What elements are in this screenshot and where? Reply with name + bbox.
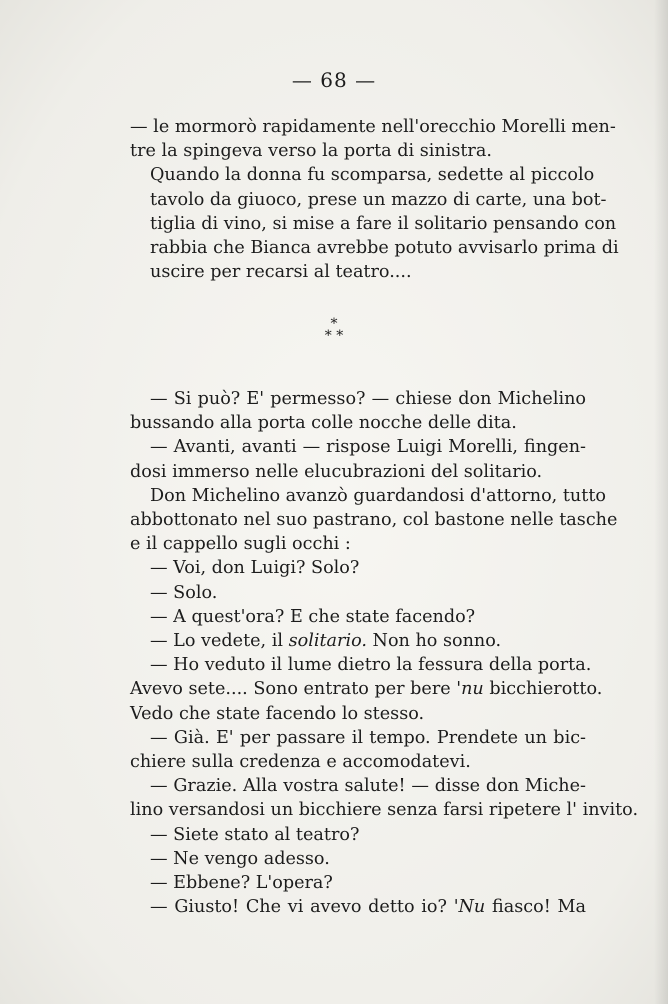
italic-word: solitario. (288, 631, 367, 652)
text-line: — Voi, don Luigi? Solo? (150, 558, 360, 579)
text-line: — Si può? E' permesso? — chiese don Michelino (150, 389, 586, 409)
text-line: — A quest'ora? E che state facendo? (150, 606, 476, 627)
paragraph (130, 726, 586, 774)
text-line: tavolo da giuoco, prese un mazzo di carte, una bot- (150, 189, 607, 210)
text-line: rabbia che Bianca avrebbe potuto avvisarlo prima di (150, 238, 619, 259)
bottom-text-block (130, 387, 639, 919)
text-line: — Già. E' per passare il tempo. Prendete un bic- (150, 727, 586, 748)
asterisk-top: * (330, 316, 338, 332)
text-line: — Grazie. Alla vostra salute! — disse don Miche- (150, 776, 586, 797)
paragraph (130, 484, 618, 557)
text-segment: bicchierotto. (483, 679, 603, 700)
paragraph (130, 871, 586, 895)
text-segment: Non ho sonno. (366, 631, 502, 652)
paragraph (130, 581, 586, 605)
text-line: e il cappello sugli occhi : (130, 534, 351, 555)
paragraph (130, 435, 586, 483)
text-line: — Siete stato al teatro? (150, 824, 360, 845)
text-line: — Ne vengo adesso. (150, 848, 330, 869)
paragraph (130, 895, 586, 919)
paragraph (130, 653, 603, 726)
section-break-asterisks (0, 318, 668, 342)
page-edge-shadow (654, 0, 668, 1004)
paragraph (130, 629, 586, 653)
text-line: — le mormorò rapidamente nell'orecchio Morelli men- (130, 117, 616, 137)
text-line: uscire per recarsi al teatro.... (150, 262, 412, 283)
top-text-block (130, 115, 619, 284)
paragraph (130, 847, 586, 871)
text-line (130, 629, 586, 653)
text-line: — Ebbene? L'opera? (150, 873, 333, 894)
text-line: Don Michelino avanzò guardandosi d'attorno, tutto (150, 485, 606, 506)
paragraph (130, 556, 586, 580)
text-line: abbottonato nel suo pastrano, col bastone nelle tasche (130, 510, 618, 531)
text-segment: fiasco! Ma (485, 897, 587, 918)
text-line: — Solo. (150, 582, 218, 603)
paragraph (130, 605, 586, 629)
text-line: tre la spingeva verso la porta di sinistra. (130, 141, 492, 162)
italic-word: 'nu (456, 679, 484, 700)
text-line: chiere sulla credenza e accomodatevi. (130, 752, 471, 773)
text-line: — Avanti, avanti — rispose Luigi Morelli, fingen- (150, 437, 586, 458)
asterisk-bottom: * * (324, 328, 344, 344)
paragraph (130, 115, 616, 163)
text-line: Quando la donna fu scomparsa, sedette al piccolo (150, 165, 595, 186)
text-line (130, 895, 586, 919)
text-line: bussando alla porta colle nocche delle dita. (130, 413, 517, 434)
text-line: lino versandosi un bicchiere senza farsi ripetere l' invito. (130, 800, 639, 821)
text-line: Vedo che state facendo lo stesso. (130, 703, 425, 724)
text-line: dosi immerso nelle elucubrazioni del solitario. (130, 461, 543, 482)
text-segment: Avevo sete.... Sono entrato per bere (130, 679, 457, 700)
page-number: — 68 — (291, 68, 377, 92)
text-line (130, 677, 603, 701)
paragraph (130, 387, 586, 435)
text-segment: — Lo vedete, il (150, 631, 289, 652)
paragraph (130, 823, 586, 847)
text-line: tiglia di vino, si mise a fare il solitario pensando con (150, 213, 617, 234)
paragraph (130, 774, 639, 822)
text-segment: — Giusto! Che vi avevo detto io? (150, 897, 454, 918)
text-line: — Ho veduto il lume dietro la fessura della porta. (150, 655, 592, 676)
italic-word: 'Nu (453, 897, 486, 918)
paragraph (130, 163, 619, 284)
